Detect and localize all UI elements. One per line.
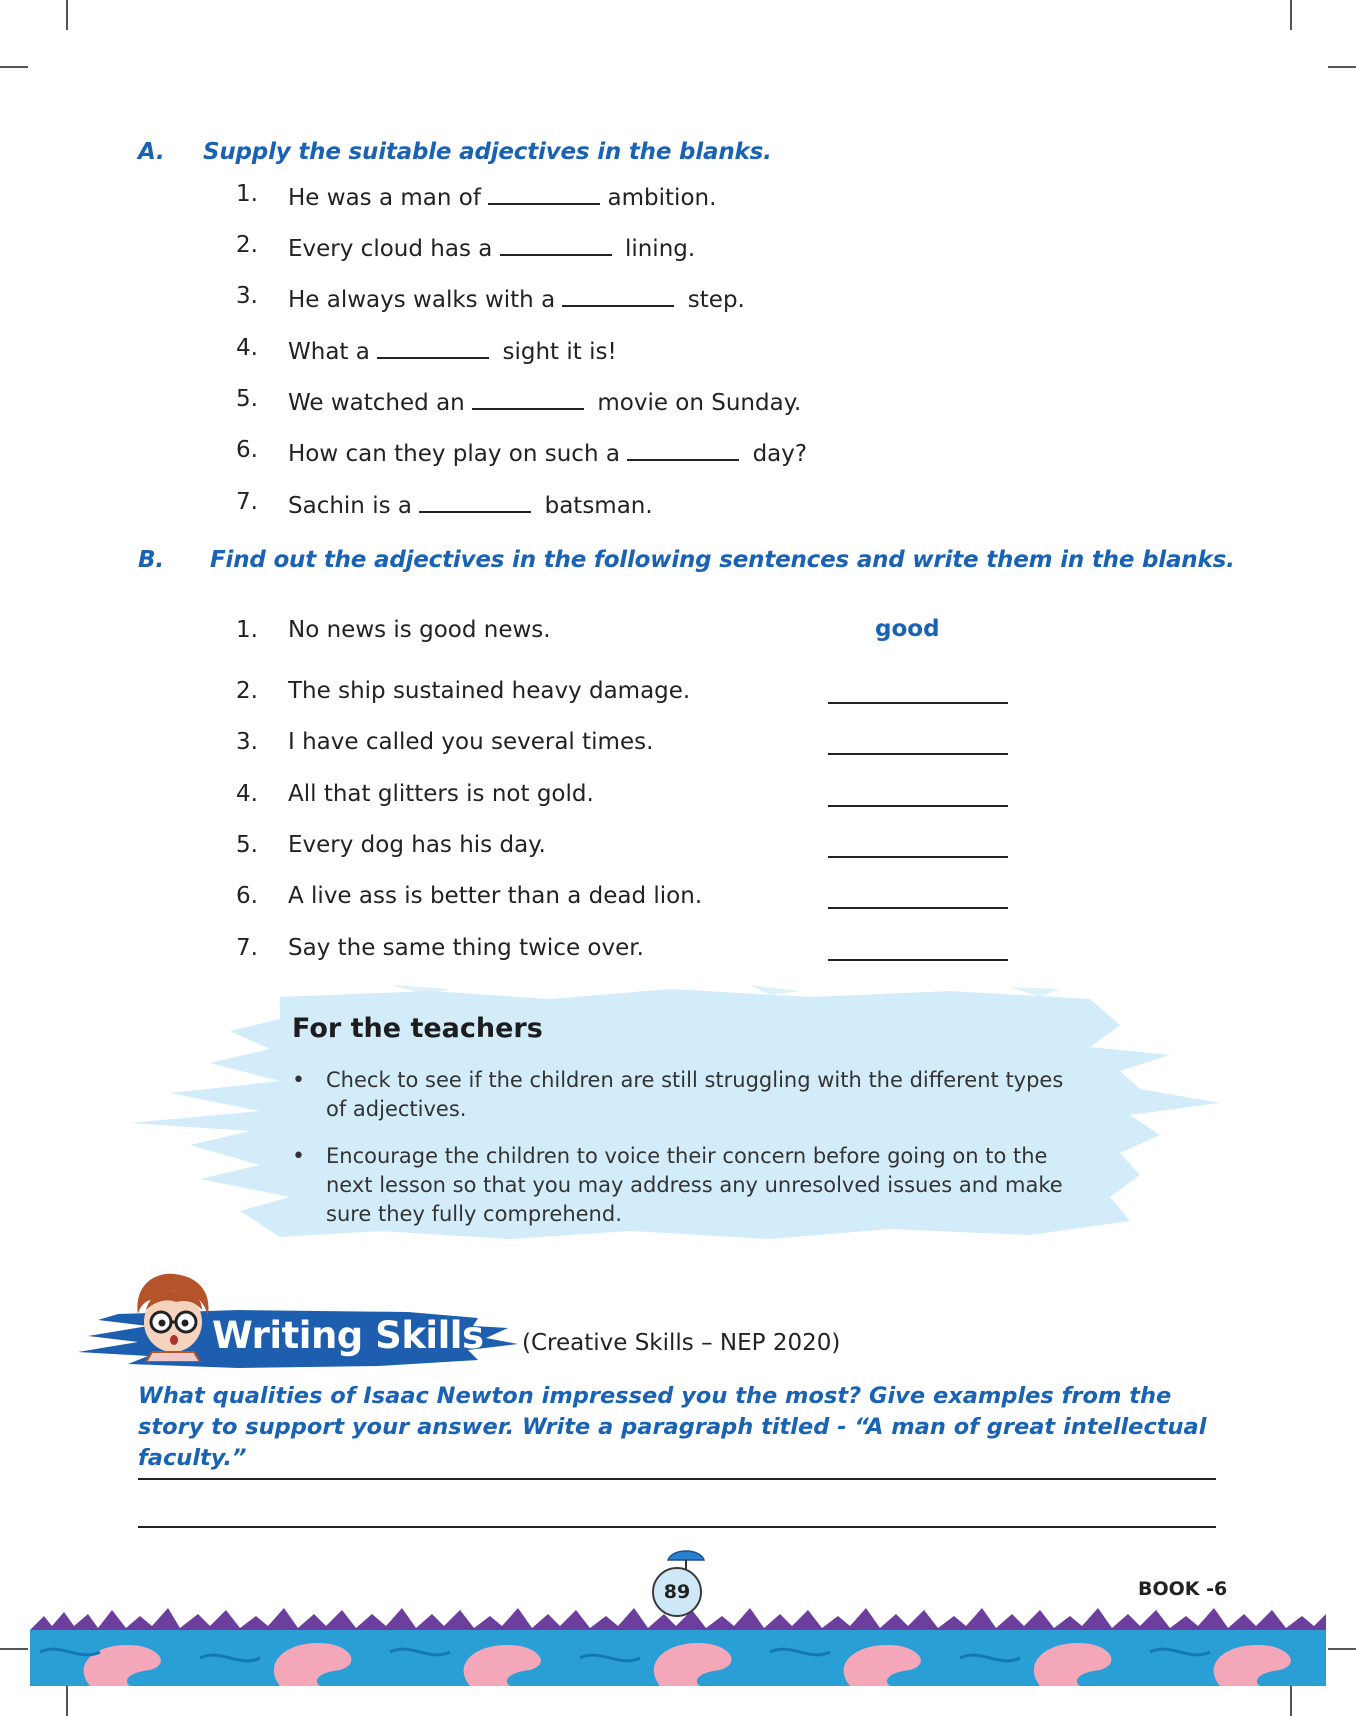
sentence-start: Sachin is a: [288, 493, 412, 519]
sentence-text: Say the same thing twice over.: [288, 935, 644, 961]
sentence-text: All that glitters is not gold.: [288, 781, 594, 807]
crop-mark: [0, 66, 28, 68]
sentence-end: step.: [687, 287, 745, 313]
item-number: 3.: [236, 729, 258, 755]
sentence-text: A live ass is better than a dead lion.: [288, 883, 703, 909]
crop-mark: [66, 1686, 68, 1716]
crop-mark: [1290, 1686, 1292, 1716]
sentence-end: lining.: [624, 236, 696, 262]
answer-blank[interactable]: [488, 181, 600, 205]
answer-line[interactable]: [828, 907, 1008, 909]
sentence-start: What a: [288, 339, 370, 365]
answer-blank[interactable]: [377, 335, 489, 359]
item-number: 2.: [236, 232, 258, 258]
writing-line[interactable]: [138, 1478, 1216, 1480]
example-answer: good: [875, 616, 940, 642]
sentence-end: movie on Sunday.: [597, 390, 802, 416]
bullet-text: Check to see if the children are still struggling with the different types of adjectives.: [326, 1068, 1064, 1121]
item-number: 5.: [236, 832, 258, 858]
sentence-end: day?: [752, 441, 808, 467]
teacher-note-bullet: [292, 1066, 1066, 1124]
section-b-heading: [138, 547, 1238, 577]
writing-skills-subtitle: (Creative Skills – NEP 2020): [522, 1330, 841, 1356]
answer-line[interactable]: [828, 959, 1008, 961]
section-a-heading: [138, 139, 838, 169]
sentence-start: We watched an: [288, 390, 465, 416]
sentence-text: Every dog has his day.: [288, 832, 546, 858]
page-number: 89: [652, 1567, 702, 1617]
sentence-text: No news is good news.: [288, 617, 551, 643]
item-number: 6.: [236, 437, 258, 463]
teacher-note-bullet: [292, 1142, 1086, 1229]
writing-skills-title: Writing Skills: [212, 1314, 484, 1357]
item-number: 5.: [236, 386, 258, 412]
item-number: 2.: [236, 678, 258, 704]
item-number: 6.: [236, 883, 258, 909]
answer-blank[interactable]: [562, 283, 674, 307]
crop-mark: [66, 0, 68, 30]
writing-line[interactable]: [138, 1526, 1216, 1528]
answer-blank[interactable]: [500, 232, 612, 256]
sentence-end: batsman.: [544, 493, 653, 519]
item-number: 4.: [236, 335, 258, 361]
crop-mark: [0, 1648, 28, 1650]
answer-line[interactable]: [828, 805, 1008, 807]
sentence-text: The ship sustained heavy damage.: [288, 678, 691, 704]
section-a-letter: A.: [138, 139, 165, 165]
answer-blank[interactable]: [472, 386, 584, 410]
answer-line[interactable]: [828, 702, 1008, 704]
bullet-text: Encourage the children to voice their concern before going on to the next lesson so that you may address any unresolved issues and make sure they fully comprehend.: [326, 1144, 1063, 1226]
crop-mark: [1328, 66, 1356, 68]
answer-blank[interactable]: [419, 489, 531, 513]
writing-question: What qualities of Isaac Newton impressed you the most? Give examples from the story to support your answer. Write a paragraph titled - “A man of great intellectual faculty.”: [138, 1383, 1207, 1471]
item-number: 4.: [236, 781, 258, 807]
bullet-icon: •: [292, 1068, 305, 1093]
bullet-icon: •: [292, 1144, 305, 1169]
sentence-start: How can they play on such a: [288, 441, 620, 467]
item-number: 1.: [236, 181, 258, 207]
sentence-end: ambition.: [607, 185, 717, 211]
book-label: BOOK -6: [1138, 1578, 1228, 1600]
item-number: 3.: [236, 283, 258, 309]
sentence-end: sight it is!: [502, 339, 617, 365]
answer-line[interactable]: [828, 856, 1008, 858]
item-number: 1.: [236, 617, 258, 643]
sentence-start: Every cloud has a: [288, 236, 493, 262]
sentence-start: He always walks with a: [288, 287, 556, 313]
item-number: 7.: [236, 489, 258, 515]
sentence-text: I have called you several times.: [288, 729, 654, 755]
section-a-title: Supply the suitable adjectives in the blanks.: [203, 139, 772, 165]
sentence-start: He was a man of: [288, 185, 481, 211]
boy-mascot-icon: [128, 1270, 218, 1362]
section-b-letter: B.: [138, 547, 164, 573]
crop-mark: [1290, 0, 1292, 30]
teacher-note-title: For the teachers: [292, 1013, 543, 1044]
answer-line[interactable]: [828, 753, 1008, 755]
answer-blank[interactable]: [627, 437, 739, 461]
section-b-title: Find out the adjectives in the following sentences and write them in the blanks.: [210, 547, 1235, 573]
crop-mark: [1328, 1648, 1356, 1650]
item-number: 7.: [236, 935, 258, 961]
